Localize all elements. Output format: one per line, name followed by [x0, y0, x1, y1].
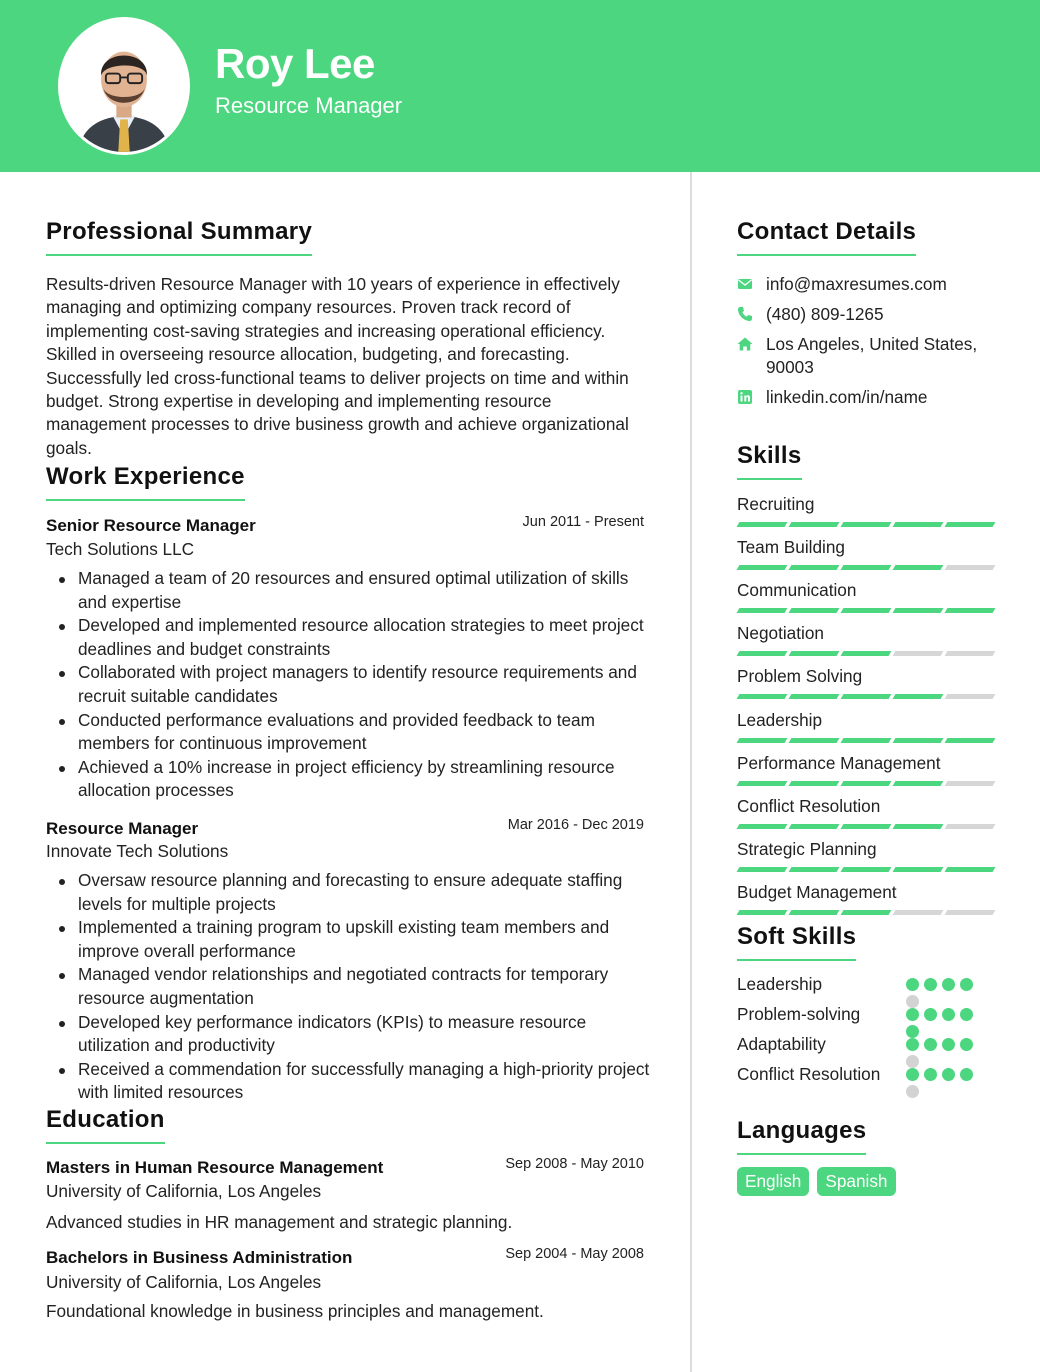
- skill-level-segment: [737, 694, 788, 699]
- language-badge: English: [737, 1167, 809, 1196]
- rating-dot: [960, 1038, 973, 1051]
- rating-dot: [924, 1008, 937, 1021]
- soft-skill-name: Leadership: [737, 974, 823, 994]
- degree-date: Sep 2004 - May 2008: [505, 1246, 644, 1262]
- job-bullet: Developed key performance indicators (KPIs) to measure resource utilization and productivity: [78, 1011, 650, 1058]
- skill-level-bar: [738, 694, 994, 699]
- skill-level-segment: [737, 781, 788, 786]
- skill-level-segment: [737, 824, 788, 829]
- skill-level-segment: [945, 565, 996, 570]
- skill-level-segment: [841, 910, 892, 915]
- degree-date: Sep 2008 - May 2010: [505, 1156, 644, 1172]
- skill-level-segment: [789, 651, 840, 656]
- home-icon: [737, 336, 753, 352]
- skill-level-segment: [737, 608, 788, 613]
- rating-dot: [942, 1068, 955, 1081]
- job-bullets: [78, 567, 650, 803]
- skill-level-segment: [737, 522, 788, 527]
- skill-level-bar: [738, 651, 994, 656]
- rating-dot: [906, 1085, 919, 1098]
- job-title: Senior Resource Manager: [46, 516, 256, 535]
- soft-skill-rating: [906, 1068, 978, 1102]
- rating-dot: [924, 1038, 937, 1051]
- skill-level-segment: [945, 738, 996, 743]
- degree-title: Bachelors in Business Administration: [46, 1248, 353, 1267]
- skill-level-segment: [893, 867, 944, 872]
- skill-level-bar: [738, 522, 994, 527]
- rating-dot: [942, 1038, 955, 1051]
- skill-level-segment: [893, 565, 944, 570]
- skill-level-segment: [789, 694, 840, 699]
- contact-address-text: Los Angeles, United States, 90003: [766, 334, 978, 378]
- soft-skill-name: Conflict Resolution: [737, 1064, 881, 1084]
- rating-dot: [960, 1008, 973, 1021]
- skill-level-segment: [789, 910, 840, 915]
- column-divider: [690, 172, 692, 1372]
- soft-skill-rating: [906, 1008, 978, 1042]
- rating-dot: [942, 1008, 955, 1021]
- contact-linkedin[interactable]: [737, 386, 927, 409]
- job-bullet: Oversaw resource planning and forecasting to ensure adequate staffing levels for multiple projects: [78, 869, 650, 916]
- skill-level-segment: [841, 565, 892, 570]
- summary-text: Results-driven Resource Manager with 10 years of experience in effectively managing and optimizing company resources. Proven track record of implementing cost-saving strategies and increasing operational efficiency. Skilled in overseeing resource allocation, budgeting, and forecasting. Successfully led cross-functional teams to deliver projects on time and within budget. Strong expertise in developing and implementing resource management processes to drive business growth and achieve organizational goals.: [46, 274, 629, 458]
- summary-heading: Professional Summary: [46, 218, 312, 256]
- skill-level-segment: [737, 565, 788, 570]
- skill-level-segment: [945, 522, 996, 527]
- rating-dot: [924, 1068, 937, 1081]
- skill-level-segment: [789, 522, 840, 527]
- skill-level-segment: [893, 738, 944, 743]
- skill-name: Team Building: [737, 537, 845, 558]
- job-bullet: Collaborated with project managers to identify resource requirements and recruit suitable candidates: [78, 661, 650, 708]
- contact-address: [737, 333, 997, 380]
- soft-skill-rating: [906, 978, 978, 1012]
- profile-photo: [58, 17, 190, 155]
- skill-level-bar: [738, 781, 994, 786]
- skill-level-segment: [841, 694, 892, 699]
- email-icon: [737, 276, 753, 292]
- skill-name: Conflict Resolution: [737, 795, 881, 816]
- skill-level-segment: [789, 781, 840, 786]
- job-bullet: Implemented a training program to upskill existing team members and improve overall performance: [78, 916, 650, 963]
- contact-linkedin-text: linkedin.com/in/name: [766, 387, 928, 407]
- candidate-name: Roy Lee: [215, 40, 375, 87]
- skill-level-segment: [893, 824, 944, 829]
- job-company: Innovate Tech Solutions: [46, 841, 229, 861]
- skill-level-bar: [738, 608, 994, 613]
- skill-level-segment: [893, 781, 944, 786]
- skill-name: Leadership: [737, 709, 823, 730]
- contact-phone-text: (480) 809-1265: [766, 304, 884, 324]
- skill-level-segment: [841, 867, 892, 872]
- job-bullet: Achieved a 10% increase in project efficiency by streamlining resource allocation processes: [78, 756, 650, 803]
- skill-level-segment: [893, 608, 944, 613]
- soft-skill-name: Problem-solving: [737, 1004, 861, 1024]
- job-bullet: Conducted performance evaluations and provided feedback to team members for continuous improvement: [78, 709, 650, 756]
- skill-name: Problem Solving: [737, 666, 863, 687]
- skill-level-segment: [841, 738, 892, 743]
- rating-dot: [906, 1055, 919, 1068]
- language-badge: Spanish: [817, 1167, 895, 1196]
- phone-icon: [737, 306, 753, 322]
- skill-level-segment: [893, 651, 944, 656]
- rating-dot: [906, 1068, 919, 1081]
- job-title: Resource Manager: [46, 819, 199, 838]
- skill-name: Performance Management: [737, 752, 941, 773]
- experience-heading: Work Experience: [46, 463, 245, 501]
- job-bullet: Received a commendation for successfully managing a high-priority project with limited resources: [78, 1058, 650, 1105]
- job-date: Jun 2011 - Present: [522, 514, 644, 530]
- school-name: University of California, Los Angeles: [46, 1272, 322, 1292]
- education-heading: Education: [46, 1106, 165, 1144]
- skill-level-segment: [945, 867, 996, 872]
- soft-skill-name: Adaptability: [737, 1034, 826, 1054]
- languages-heading: Languages: [737, 1117, 866, 1155]
- skill-level-segment: [841, 522, 892, 527]
- rating-dot: [906, 978, 919, 991]
- skill-level-segment: [945, 824, 996, 829]
- school-name: University of California, Los Angeles: [46, 1181, 322, 1201]
- skill-name: Communication: [737, 580, 857, 601]
- skill-level-segment: [841, 608, 892, 613]
- job-company: Tech Solutions LLC: [46, 539, 195, 559]
- skill-level-segment: [789, 738, 840, 743]
- skill-level-bar: [738, 867, 994, 872]
- skill-level-segment: [841, 824, 892, 829]
- skill-level-segment: [737, 867, 788, 872]
- rating-dot: [960, 978, 973, 991]
- skill-level-segment: [737, 651, 788, 656]
- linkedin-icon: [737, 389, 753, 405]
- skill-level-segment: [737, 910, 788, 915]
- job-bullets: [78, 869, 650, 1105]
- skill-level-segment: [737, 738, 788, 743]
- degree-title: Masters in Human Resource Management: [46, 1158, 384, 1177]
- languages-list: [737, 1167, 896, 1196]
- contact-email-text: info@maxresumes.com: [766, 274, 947, 294]
- skill-level-segment: [789, 565, 840, 570]
- job-bullet: Developed and implemented resource allocation strategies to meet project deadlines and budget constraints: [78, 614, 650, 661]
- skill-level-segment: [893, 910, 944, 915]
- job-bullet: Managed a team of 20 resources and ensured optimal utilization of skills and expertise: [78, 567, 650, 614]
- rating-dot: [960, 1068, 973, 1081]
- contact-phone[interactable]: [737, 303, 884, 326]
- skill-level-segment: [893, 694, 944, 699]
- skill-name: Budget Management: [737, 881, 897, 902]
- job-bullet: Managed vendor relationships and negotiated contracts for temporary resource augmentation: [78, 963, 650, 1010]
- skill-level-segment: [789, 608, 840, 613]
- degree-description: Advanced studies in HR management and strategic planning.: [46, 1212, 513, 1232]
- portrait-image: [61, 20, 187, 152]
- skill-level-bar: [738, 910, 994, 915]
- degree-description: Foundational knowledge in business principles and management.: [46, 1301, 544, 1321]
- rating-dot: [906, 995, 919, 1008]
- skills-heading: Skills: [737, 442, 802, 480]
- skill-level-segment: [945, 694, 996, 699]
- skill-level-segment: [945, 781, 996, 786]
- skill-name: Negotiation: [737, 623, 824, 644]
- rating-dot: [924, 978, 937, 991]
- resume-header: [0, 0, 1040, 172]
- skill-level-bar: [738, 738, 994, 743]
- contact-email[interactable]: [737, 273, 947, 296]
- skill-level-segment: [893, 522, 944, 527]
- rating-dot: [906, 1038, 919, 1051]
- rating-dot: [906, 1025, 919, 1038]
- skill-name: Strategic Planning: [737, 838, 877, 859]
- rating-dot: [942, 978, 955, 991]
- skill-level-segment: [945, 910, 996, 915]
- contact-heading: Contact Details: [737, 218, 916, 256]
- skill-level-segment: [841, 651, 892, 656]
- skill-level-segment: [945, 651, 996, 656]
- skill-level-segment: [841, 781, 892, 786]
- job-date: Mar 2016 - Dec 2019: [507, 817, 644, 833]
- candidate-title: Resource Manager: [215, 93, 403, 118]
- skill-level-segment: [789, 824, 840, 829]
- skill-name: Recruiting: [737, 494, 815, 514]
- rating-dot: [906, 1008, 919, 1021]
- skill-level-segment: [789, 867, 840, 872]
- soft-skill-rating: [906, 1038, 978, 1072]
- skill-level-segment: [945, 608, 996, 613]
- soft-skills-heading: Soft Skills: [737, 923, 856, 961]
- skill-level-bar: [738, 824, 994, 829]
- skill-level-bar: [738, 565, 994, 570]
